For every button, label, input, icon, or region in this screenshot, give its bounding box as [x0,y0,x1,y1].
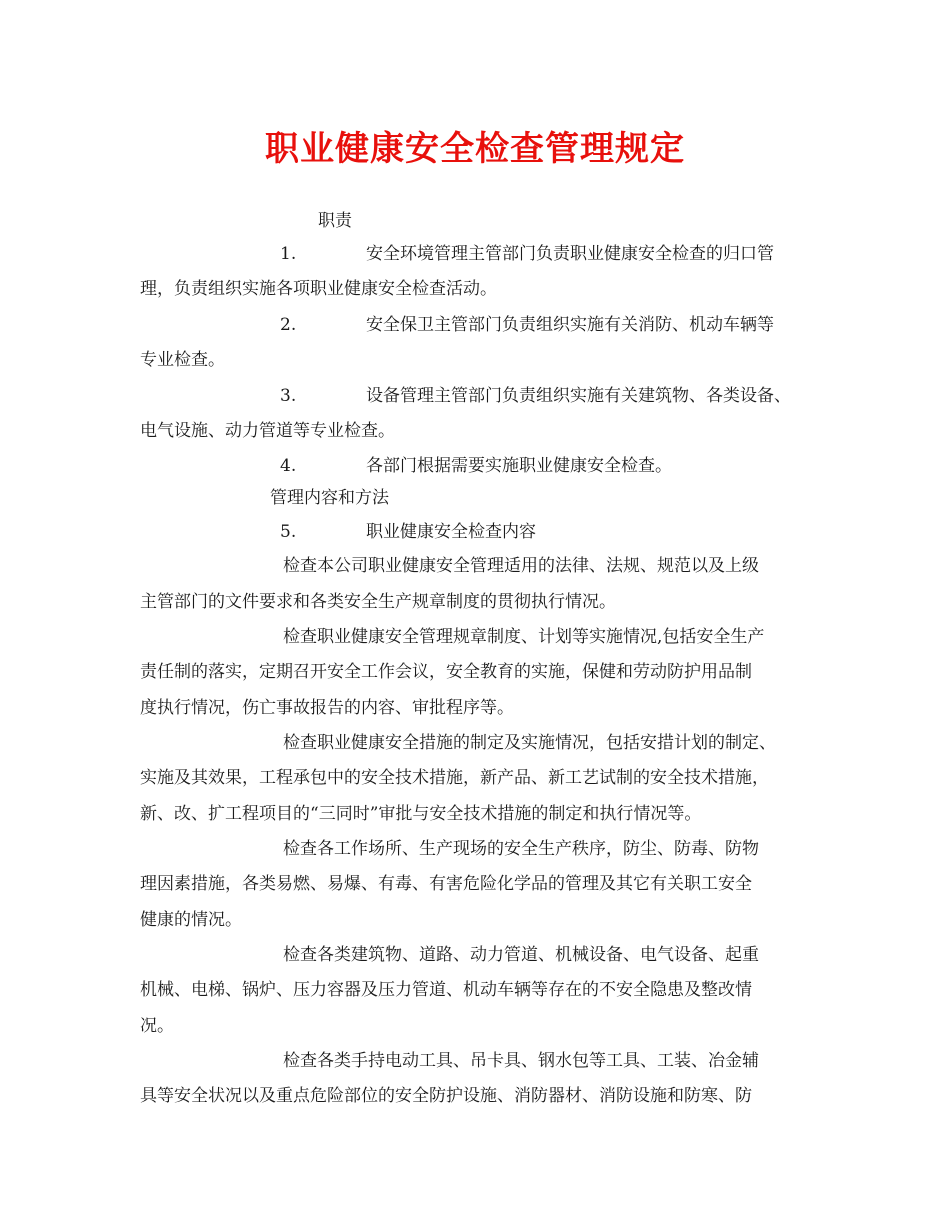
item-number: 3. [280,386,297,406]
section-heading-duties: 职责 [318,211,352,231]
paragraph-line: 度执行情况，伤亡事故报告的内容、审批程序等。 [140,698,514,718]
paragraph-line: 具等安全状况以及重点危险部位的安全防护设施、消防器材、消防设施和防寒、防 [140,1086,752,1106]
paragraph-line: 况。 [140,1016,174,1036]
paragraph-line: 安全环境管理主管部门负责职业健康安全检查的归口管 [366,244,774,264]
paragraph-line: 责任制的落实，定期召开安全工作会议，安全教育的实施，保健和劳动防护用品制 [140,662,752,682]
item-number: 2. [280,315,297,335]
document-title: 职业健康安全检查管理规定 [265,129,685,169]
paragraph-line: 新、改、扩工程项目的“三同时”审批与安全技术措施的制定和执行情况等。 [140,804,702,824]
paragraph-line: 实施及其效果，工程承包中的安全技术措施，新产品、新工艺试制的安全技术措施， [140,768,769,788]
section-heading-content-methods: 管理内容和方法 [270,488,389,508]
paragraph-line: 主管部门的文件要求和各类安全生产规章制度的贯彻执行情况。 [140,592,616,612]
paragraph-line: 理，负责组织实施各项职业健康安全检查活动。 [140,279,497,299]
paragraph-line: 职业健康安全检查内容 [366,522,536,542]
paragraph-line: 专业检查。 [140,350,225,370]
paragraph-line: 检查职业健康安全管理规章制度、计划等实施情况,包括安全生产 [283,627,765,647]
paragraph-line: 各部门根据需要实施职业健康安全检查。 [366,456,672,476]
paragraph-line: 检查各类建筑物、道路、动力管道、机械设备、电气设备、起重 [283,945,759,965]
paragraph-line: 电气设施、动力管道等专业检查。 [140,421,395,441]
item-number: 5. [280,522,297,542]
item-number: 4. [280,456,297,476]
paragraph-line: 检查各工作场所、生产现场的安全生产秩序，防尘、防毒、防物 [283,839,759,859]
paragraph-line: 健康的情况。 [140,910,242,930]
paragraph-line: 检查各类手持电动工具、吊卡具、钢水包等工具、工装、冶金辅 [283,1051,759,1071]
paragraph-line: 检查本公司职业健康安全管理适用的法律、法规、规范以及上级 [283,556,759,576]
paragraph-line: 机械、电梯、锅炉、压力容器及压力管道、机动车辆等存在的不安全隐患及整改情 [140,980,752,1000]
paragraph-line: 安全保卫主管部门负责组织实施有关消防、机动车辆等 [366,315,774,335]
paragraph-line: 理因素措施，各类易燃、易爆、有毒、有害危险化学品的管理及其它有关职工安全 [140,874,752,894]
paragraph-line: 设备管理主管部门负责组织实施有关建筑物、各类设备、 [366,386,791,406]
item-number: 1. [280,244,297,264]
paragraph-line: 检查职业健康安全措施的制定及实施情况，包括安措计划的制定、 [283,733,776,753]
